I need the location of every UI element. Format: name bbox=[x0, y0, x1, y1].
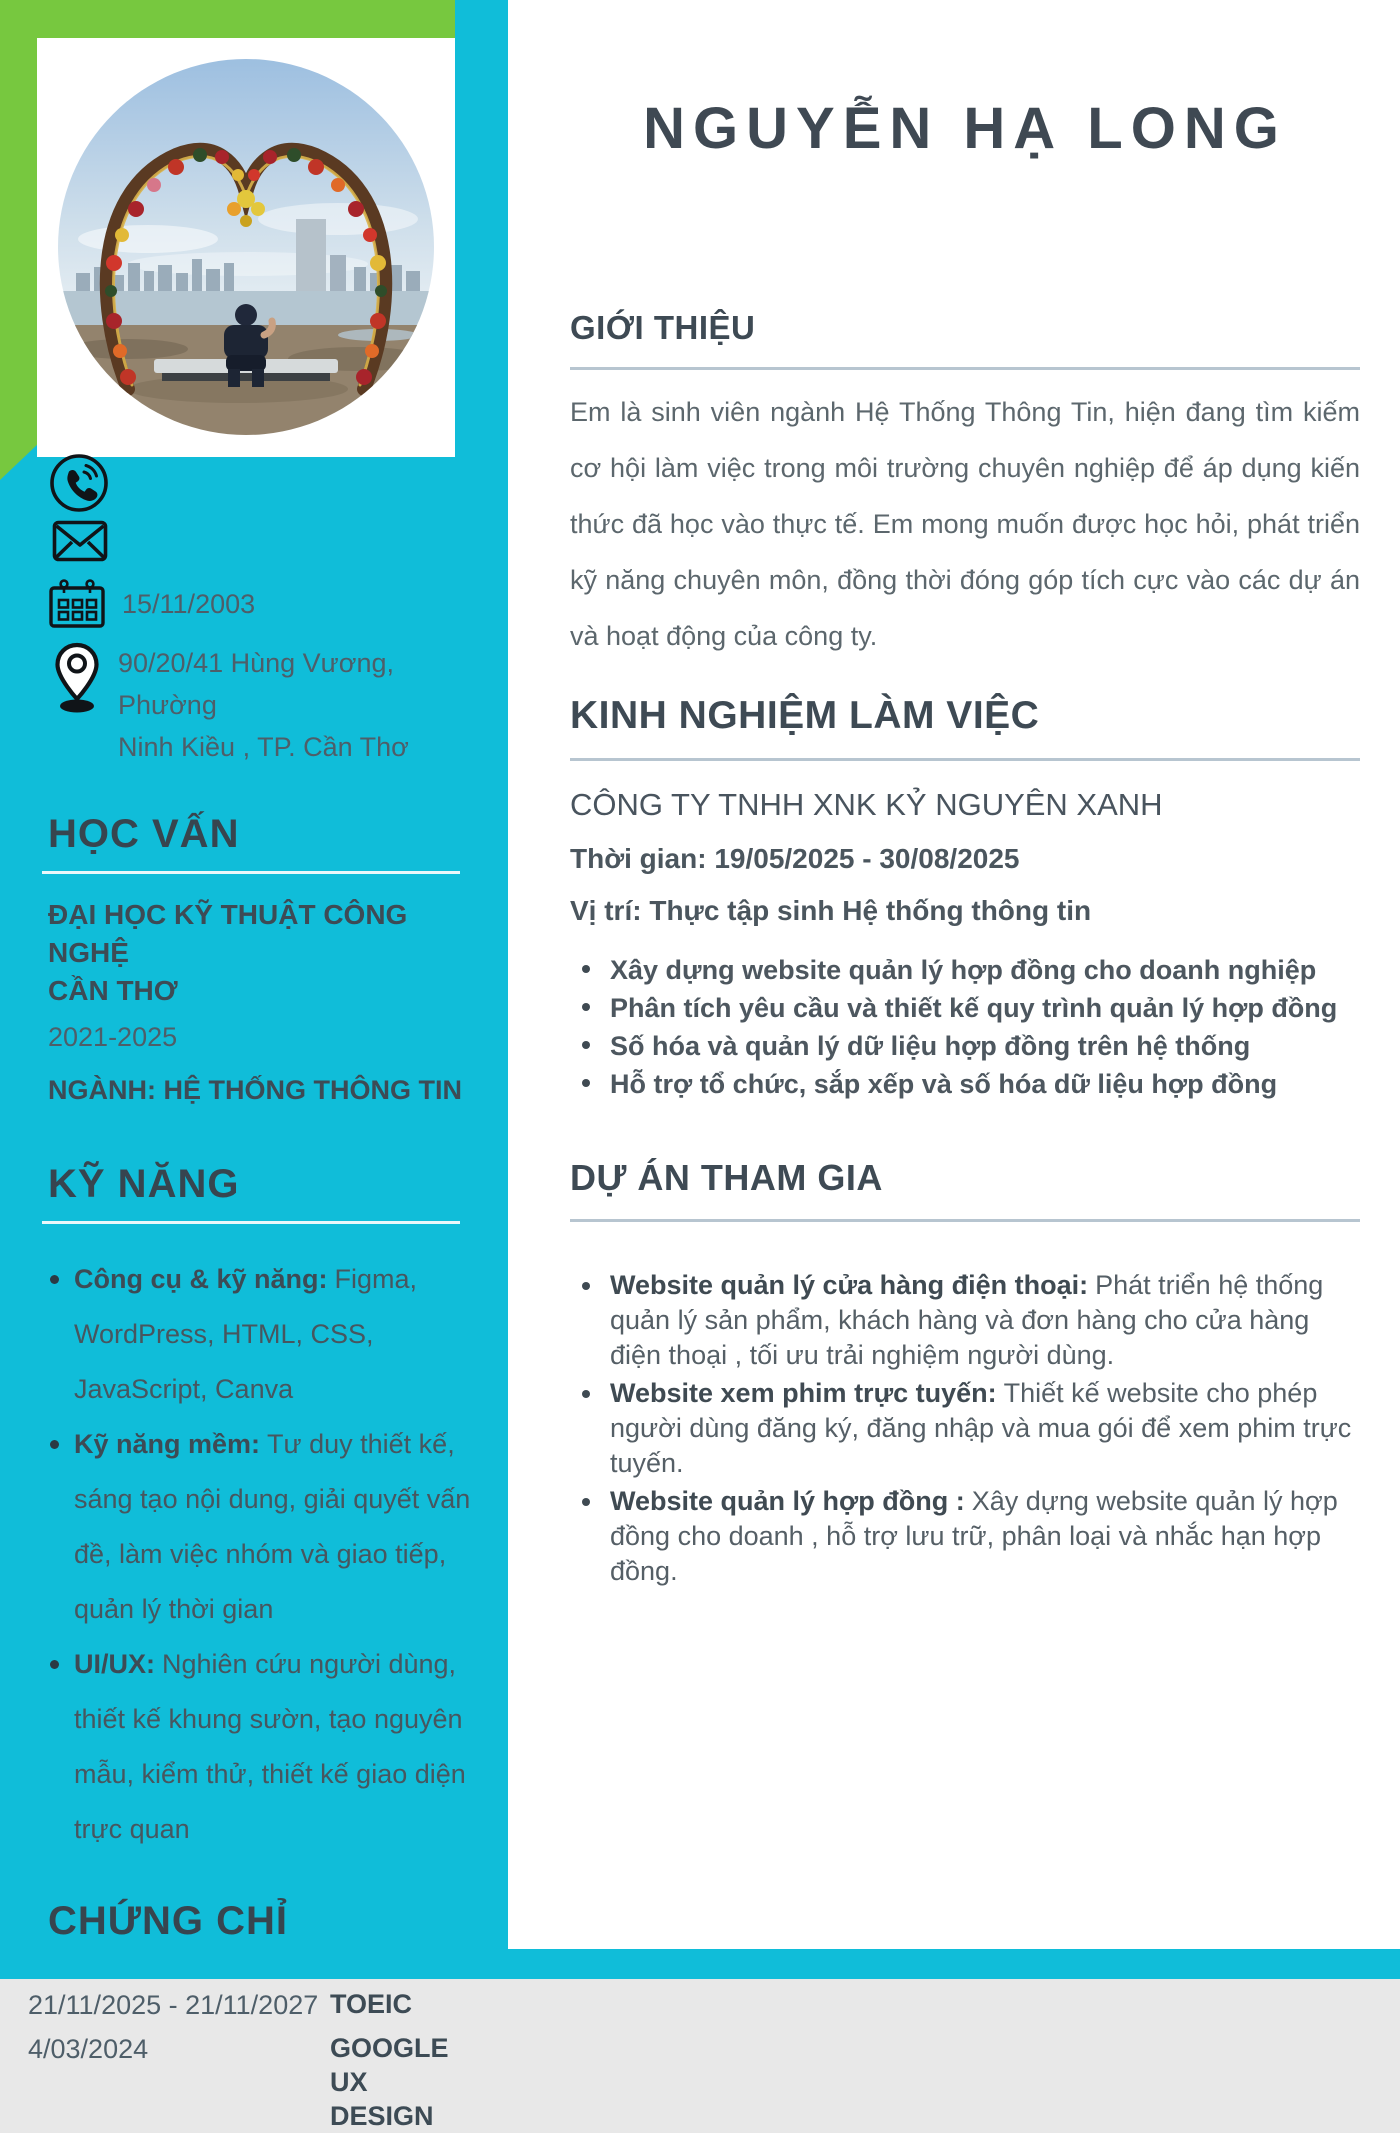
skills-list bbox=[48, 1252, 478, 1857]
skill-item: Kỹ năng mềm: Tư duy thiết kế, sáng tạo nội dung, giải quyết vấn đề, làm việc nhóm và giao tiếp, quản lý thời gian bbox=[48, 1417, 478, 1637]
projects-list bbox=[570, 1268, 1360, 1589]
contact-row-phone bbox=[48, 452, 478, 514]
intro-heading: GIỚI THIỆU bbox=[570, 308, 756, 346]
sidebar-content bbox=[0, 0, 508, 2133]
bullet-dot bbox=[50, 1660, 59, 1669]
certificate-name: TOEIC bbox=[330, 1989, 413, 2019]
experience-position: Vị trí: Thực tập sinh Hệ thống thông tin bbox=[570, 894, 1092, 926]
calendar-icon bbox=[48, 578, 106, 630]
bullet-dot bbox=[582, 1003, 590, 1011]
certificate-date: 4/03/2024 bbox=[28, 2034, 149, 2064]
bullet-dot bbox=[582, 1390, 590, 1398]
section-underline bbox=[570, 1219, 1360, 1222]
bullet-dot bbox=[582, 965, 590, 973]
education-heading: HỌC VẤN bbox=[48, 812, 240, 856]
experience-bullets bbox=[570, 951, 1360, 1103]
page-title: NGUYỄN HẠ LONG bbox=[643, 96, 1287, 161]
address-line1: 90/20/41 Hùng Vương, Phường bbox=[118, 648, 394, 720]
contact-row-address bbox=[54, 642, 478, 768]
bullet-dot bbox=[582, 1079, 590, 1087]
experience-bullet: Xây dựng website quản lý hợp đồng cho doanh nghiệp bbox=[570, 951, 1360, 989]
company-name: CÔNG TY TNHH XNK KỶ NGUYÊN XANH bbox=[570, 786, 1163, 822]
bullet-dot bbox=[582, 1498, 590, 1506]
experience-bullet: Hỗ trợ tổ chức, sắp xếp và số hóa dữ liệu hợp đồng bbox=[570, 1065, 1360, 1103]
sidebar bbox=[0, 0, 508, 2131]
main-content bbox=[508, 0, 1400, 1979]
address-line2: Ninh Kiều , TP. Cần Thơ bbox=[118, 732, 409, 762]
education-major: NGÀNH: HỆ THỐNG THÔNG TIN bbox=[48, 1075, 462, 1105]
section-underline bbox=[570, 758, 1360, 761]
project-item: Website quản lý hợp đồng : Xây dựng website quản lý hợp đồng cho doanh , hỗ trợ lưu trữ, phân loại và nhắc hạn hợp đồng. bbox=[570, 1484, 1360, 1589]
bullet-dot bbox=[50, 1275, 59, 1284]
section-underline bbox=[570, 367, 1360, 370]
experience-bullet: Phân tích yêu cầu và thiết kế quy trình quản lý hợp đồng bbox=[570, 989, 1360, 1027]
location-pin-icon bbox=[54, 642, 102, 716]
project-item: Website quản lý cửa hàng điện thoại: Phát triển hệ thống quản lý sản phẩm, khách hàng và đơn hàng cho cửa hàng điện thoại , tối ưu trải nghiệm người dùng. bbox=[570, 1268, 1360, 1373]
bottom-accent-bar bbox=[0, 1949, 1400, 1979]
experience-bullet: Số hóa và quản lý dữ liệu hợp đồng trên hệ thống bbox=[570, 1027, 1360, 1065]
skill-item: UI/UX: Nghiên cứu người dùng, thiết kế khung sườn, tạo nguyên mẫu, kiểm thử, thiết kế giao diện trực quan bbox=[48, 1637, 478, 1857]
certificates-list bbox=[28, 1987, 478, 2133]
section-underline bbox=[42, 871, 460, 874]
education-years: 2021-2025 bbox=[48, 1022, 178, 1052]
certificate-date: 21/11/2025 - 21/11/2027 bbox=[28, 1990, 319, 2020]
education-school: ĐẠI HỌC KỸ THUẬT CÔNG NGHỆ CẦN THƠ bbox=[48, 899, 408, 1006]
bullet-dot bbox=[50, 1440, 59, 1449]
certificate-name: GOOGLE UX DESIGN bbox=[330, 2033, 449, 2131]
experience-duration: Thời gian: 19/05/2025 - 30/08/2025 bbox=[570, 842, 1020, 874]
contact-row-email bbox=[52, 520, 478, 562]
skills-heading: KỸ NĂNG bbox=[48, 1162, 240, 1206]
section-underline bbox=[42, 1221, 460, 1224]
bullet-dot bbox=[582, 1282, 590, 1290]
contact-row-birthdate bbox=[48, 578, 478, 630]
phone-icon bbox=[48, 452, 110, 514]
bullet-dot bbox=[582, 1041, 590, 1049]
skill-item: Công cụ & kỹ năng: Figma, WordPress, HTML, CSS, JavaScript, Canva bbox=[48, 1252, 478, 1417]
project-item: Website xem phim trực tuyến: Thiết kế website cho phép người dùng đăng ký, đăng nhập và mua gói để xem phim trực tuyến. bbox=[570, 1376, 1360, 1481]
certificates-heading: CHỨNG CHỈ bbox=[48, 1899, 288, 1943]
birth-date: 15/11/2003 bbox=[122, 589, 256, 619]
intro-paragraph: Em là sinh viên ngành Hệ Thống Thông Tin, hiện đang tìm kiếm cơ hội làm việc trong môi trường chuyên nghiệp để áp dụng kiến thức đã học vào thực tế. Em mong muốn được học hỏi, phát triển kỹ năng chuyên môn, đồng thời đóng góp tích cực vào các dự án và hoạt động của công ty. bbox=[570, 396, 1360, 651]
projects-heading: DỰ ÁN THAM GIA bbox=[570, 1156, 883, 1198]
experience-heading: KINH NGHIỆM LÀM VIỆC bbox=[570, 693, 1040, 737]
address-text bbox=[118, 642, 478, 768]
envelope-icon bbox=[52, 520, 108, 562]
